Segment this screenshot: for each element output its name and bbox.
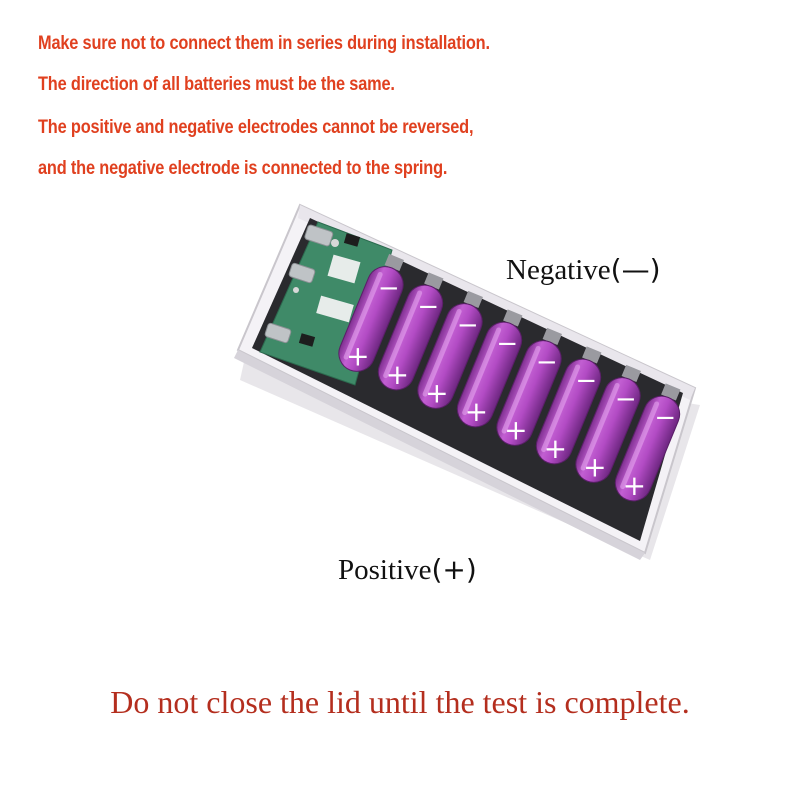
plus-mark: + xyxy=(622,469,647,503)
minus-mark: − xyxy=(456,310,479,341)
minus-mark: − xyxy=(654,402,677,433)
negative-label-text: Negative xyxy=(506,254,611,286)
plus-mark: + xyxy=(385,358,410,392)
footer-note: Do not close the lid until the test is complete. xyxy=(110,684,690,720)
minus-mark: − xyxy=(496,328,519,359)
plus-mark: + xyxy=(543,432,568,466)
negative-label xyxy=(506,253,661,287)
minus-mark: − xyxy=(417,291,440,322)
positive-symbol: (+) xyxy=(431,553,477,586)
minus-mark: − xyxy=(614,384,637,415)
instruction-line-4: and the negative electrode is connected to the spring. xyxy=(38,158,448,179)
minus-mark: − xyxy=(377,273,400,304)
instruction-line-1: Make sure not to connect them in series during installation. xyxy=(38,33,490,54)
positive-label-text: Positive xyxy=(338,554,432,586)
plus-mark: + xyxy=(425,376,449,410)
minus-mark: − xyxy=(575,365,598,396)
battery-box-photo xyxy=(0,195,800,570)
plus-mark: + xyxy=(464,395,489,429)
plus-mark: + xyxy=(346,339,370,373)
minus-mark: − xyxy=(535,347,558,378)
negative-symbol: (—) xyxy=(610,253,661,286)
plus-mark: + xyxy=(504,413,528,447)
plus-mark: + xyxy=(583,450,607,484)
positive-label xyxy=(338,553,477,587)
instruction-line-2: The direction of all batteries must be the same. xyxy=(38,74,395,95)
instruction-line-3: The positive and negative electrodes cannot be reversed, xyxy=(38,117,474,138)
